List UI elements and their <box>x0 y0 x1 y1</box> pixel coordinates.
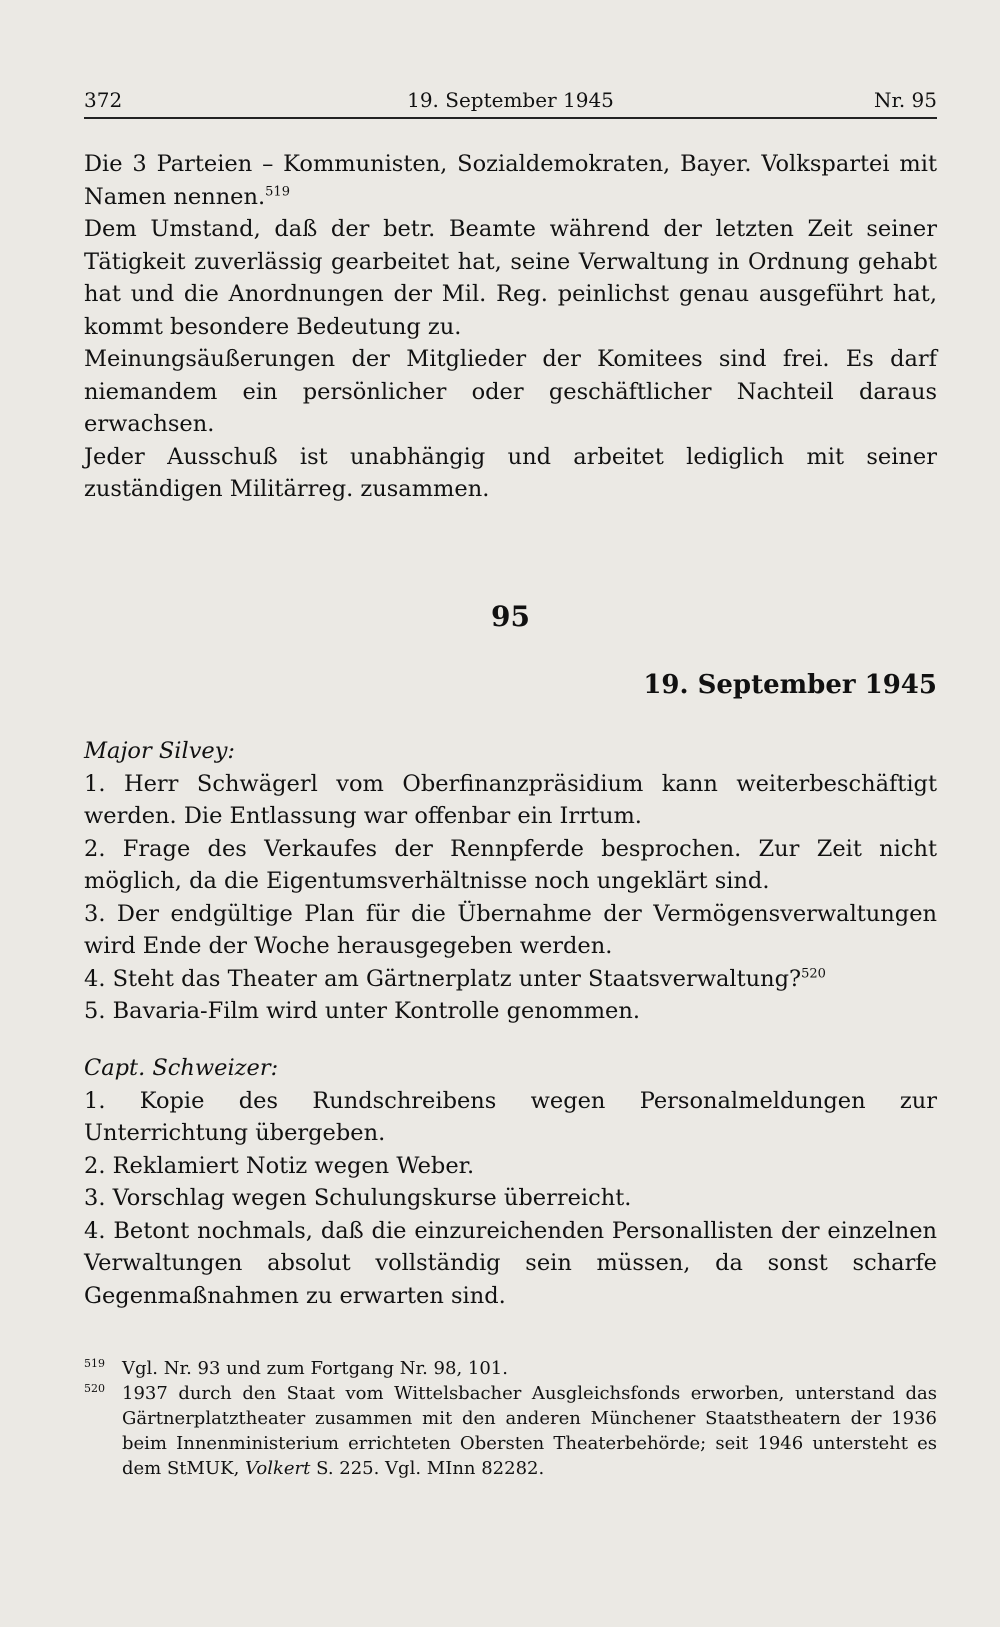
document-number: 95 <box>491 600 530 633</box>
silvey-item-2: 2. Frage des Verkaufes der Rennpferde besprochen. Zur Zeit nicht möglich, da die Eigentumsverhältnisse noch ungeklärt sind. <box>84 835 937 894</box>
schweizer-item-2: 2. Reklamiert Notiz wegen Weber. <box>84 1152 475 1179</box>
silvey-item-1: 1. Herr Schwägerl vom Oberfinanzpräsidium kann weiterbeschäftigt werden. Die Entlassung war offenbar ein Irrtum. <box>84 770 937 829</box>
header-rule <box>84 117 937 119</box>
silvey-item-3: 3. Der endgültige Plan für die Übernahme der Vermögensverwaltungen wird Ende der Woche herausgegeben werden. <box>84 900 937 959</box>
silvey-item-5: 5. Bavaria-Film wird unter Kontrolle genommen. <box>84 998 640 1024</box>
footnotes <box>84 1356 937 1481</box>
footnote-519: 519 Vgl. Nr. 93 und zum Fortgang Nr. 98, 101. <box>84 1357 508 1379</box>
paragraph-committee: Jeder Ausschuß ist unabhängig und arbeitet lediglich mit seiner zuständigen Militärreg. zusammen. <box>84 443 937 502</box>
footnote-520-text: 1937 durch den Staat vom Wittelsbacher Ausgleichsfonds erworben, unterstand das Gärtnerplatztheater zusammen mit den anderen Münchener Staatstheatern der 1936 beim Innenministerium errichteten Obersten Theaterbehörde; seit 1946 untersteht es dem StMUK, <box>122 1383 937 1479</box>
silvey-item-4 <box>84 963 937 996</box>
running-head-date: 19. September 1945 <box>407 88 614 112</box>
paragraph-parties <box>84 148 937 213</box>
speaker-schweizer: Capt. Schweizer: <box>84 1055 279 1081</box>
footnote-520-text-end: S. 225. Vgl. MInn 82282. <box>316 1458 545 1479</box>
footnote-ref-520: 520 <box>801 966 826 981</box>
footnote-520: 520 1937 durch den Staat vom Wittelsbacher Ausgleichsfonds erworben, unterstand das Gärtnerplatztheater zusammen mit den anderen Münchener Staatstheatern der 1936 beim Innenministerium errichteten Obersten Theaterbehörde; seit 1946 untersteht es dem StMUK, Volkert S. 225. Vgl. MInn 82282. <box>84 1382 937 1479</box>
silvey-item-4-text: 4. Steht das Theater am Gärtnerplatz unter Staatsverwaltung? <box>84 965 802 992</box>
footnote-520-author: Volkert <box>245 1458 311 1479</box>
top-text-block <box>84 148 937 506</box>
running-head-doc-ref: Nr. 95 <box>873 88 937 112</box>
schweizer-section <box>84 1052 937 1312</box>
paragraph-opinions: Meinungsäußerungen der Mitglieder der Komitees sind frei. Es darf niemandem ein persönlicher oder geschäftlicher Nachteil daraus erwachsen. <box>84 346 937 437</box>
running-head <box>84 82 937 118</box>
schweizer-item-4: 4. Betont nochmals, daß die einzureichenden Personallisten der einzelnen Verwaltungen absolut vollständig sein müssen, da sonst scharfe Gegenmaßnahmen zu erwarten sind. <box>84 1217 937 1309</box>
page-number: 372 <box>84 88 123 112</box>
schweizer-item-3: 3. Vorschlag wegen Schulungskurse überreicht. <box>84 1185 632 1211</box>
document-date: 19. September 1945 <box>643 670 937 700</box>
silvey-section <box>84 735 937 1028</box>
footnote-519-text: Vgl. Nr. 93 und zum Fortgang Nr. 98, 101. <box>122 1358 508 1379</box>
speaker-silvey: Major Silvey: <box>84 738 236 764</box>
paragraph-official: Dem Umstand, daß der betr. Beamte während der letzten Zeit seiner Tätigkeit zuverlässig gearbeitet hat, seine Verwaltung in Ordnung gehabt hat und die Anordnungen der Mil. Reg. peinlichst genau ausgeführt hat, kommt besondere Bedeutung zu. <box>84 216 937 340</box>
paragraph-parties-text: Die 3 Parteien – Kommunisten, Sozialdemokraten, Bayer. Volkspartei mit Namen nennen. <box>84 151 937 210</box>
schweizer-item-1: 1. Kopie des Rundschreibens wegen Personalmeldungen zur Unterrichtung übergeben. <box>84 1087 937 1146</box>
footnote-ref-519: 519 <box>265 184 290 199</box>
